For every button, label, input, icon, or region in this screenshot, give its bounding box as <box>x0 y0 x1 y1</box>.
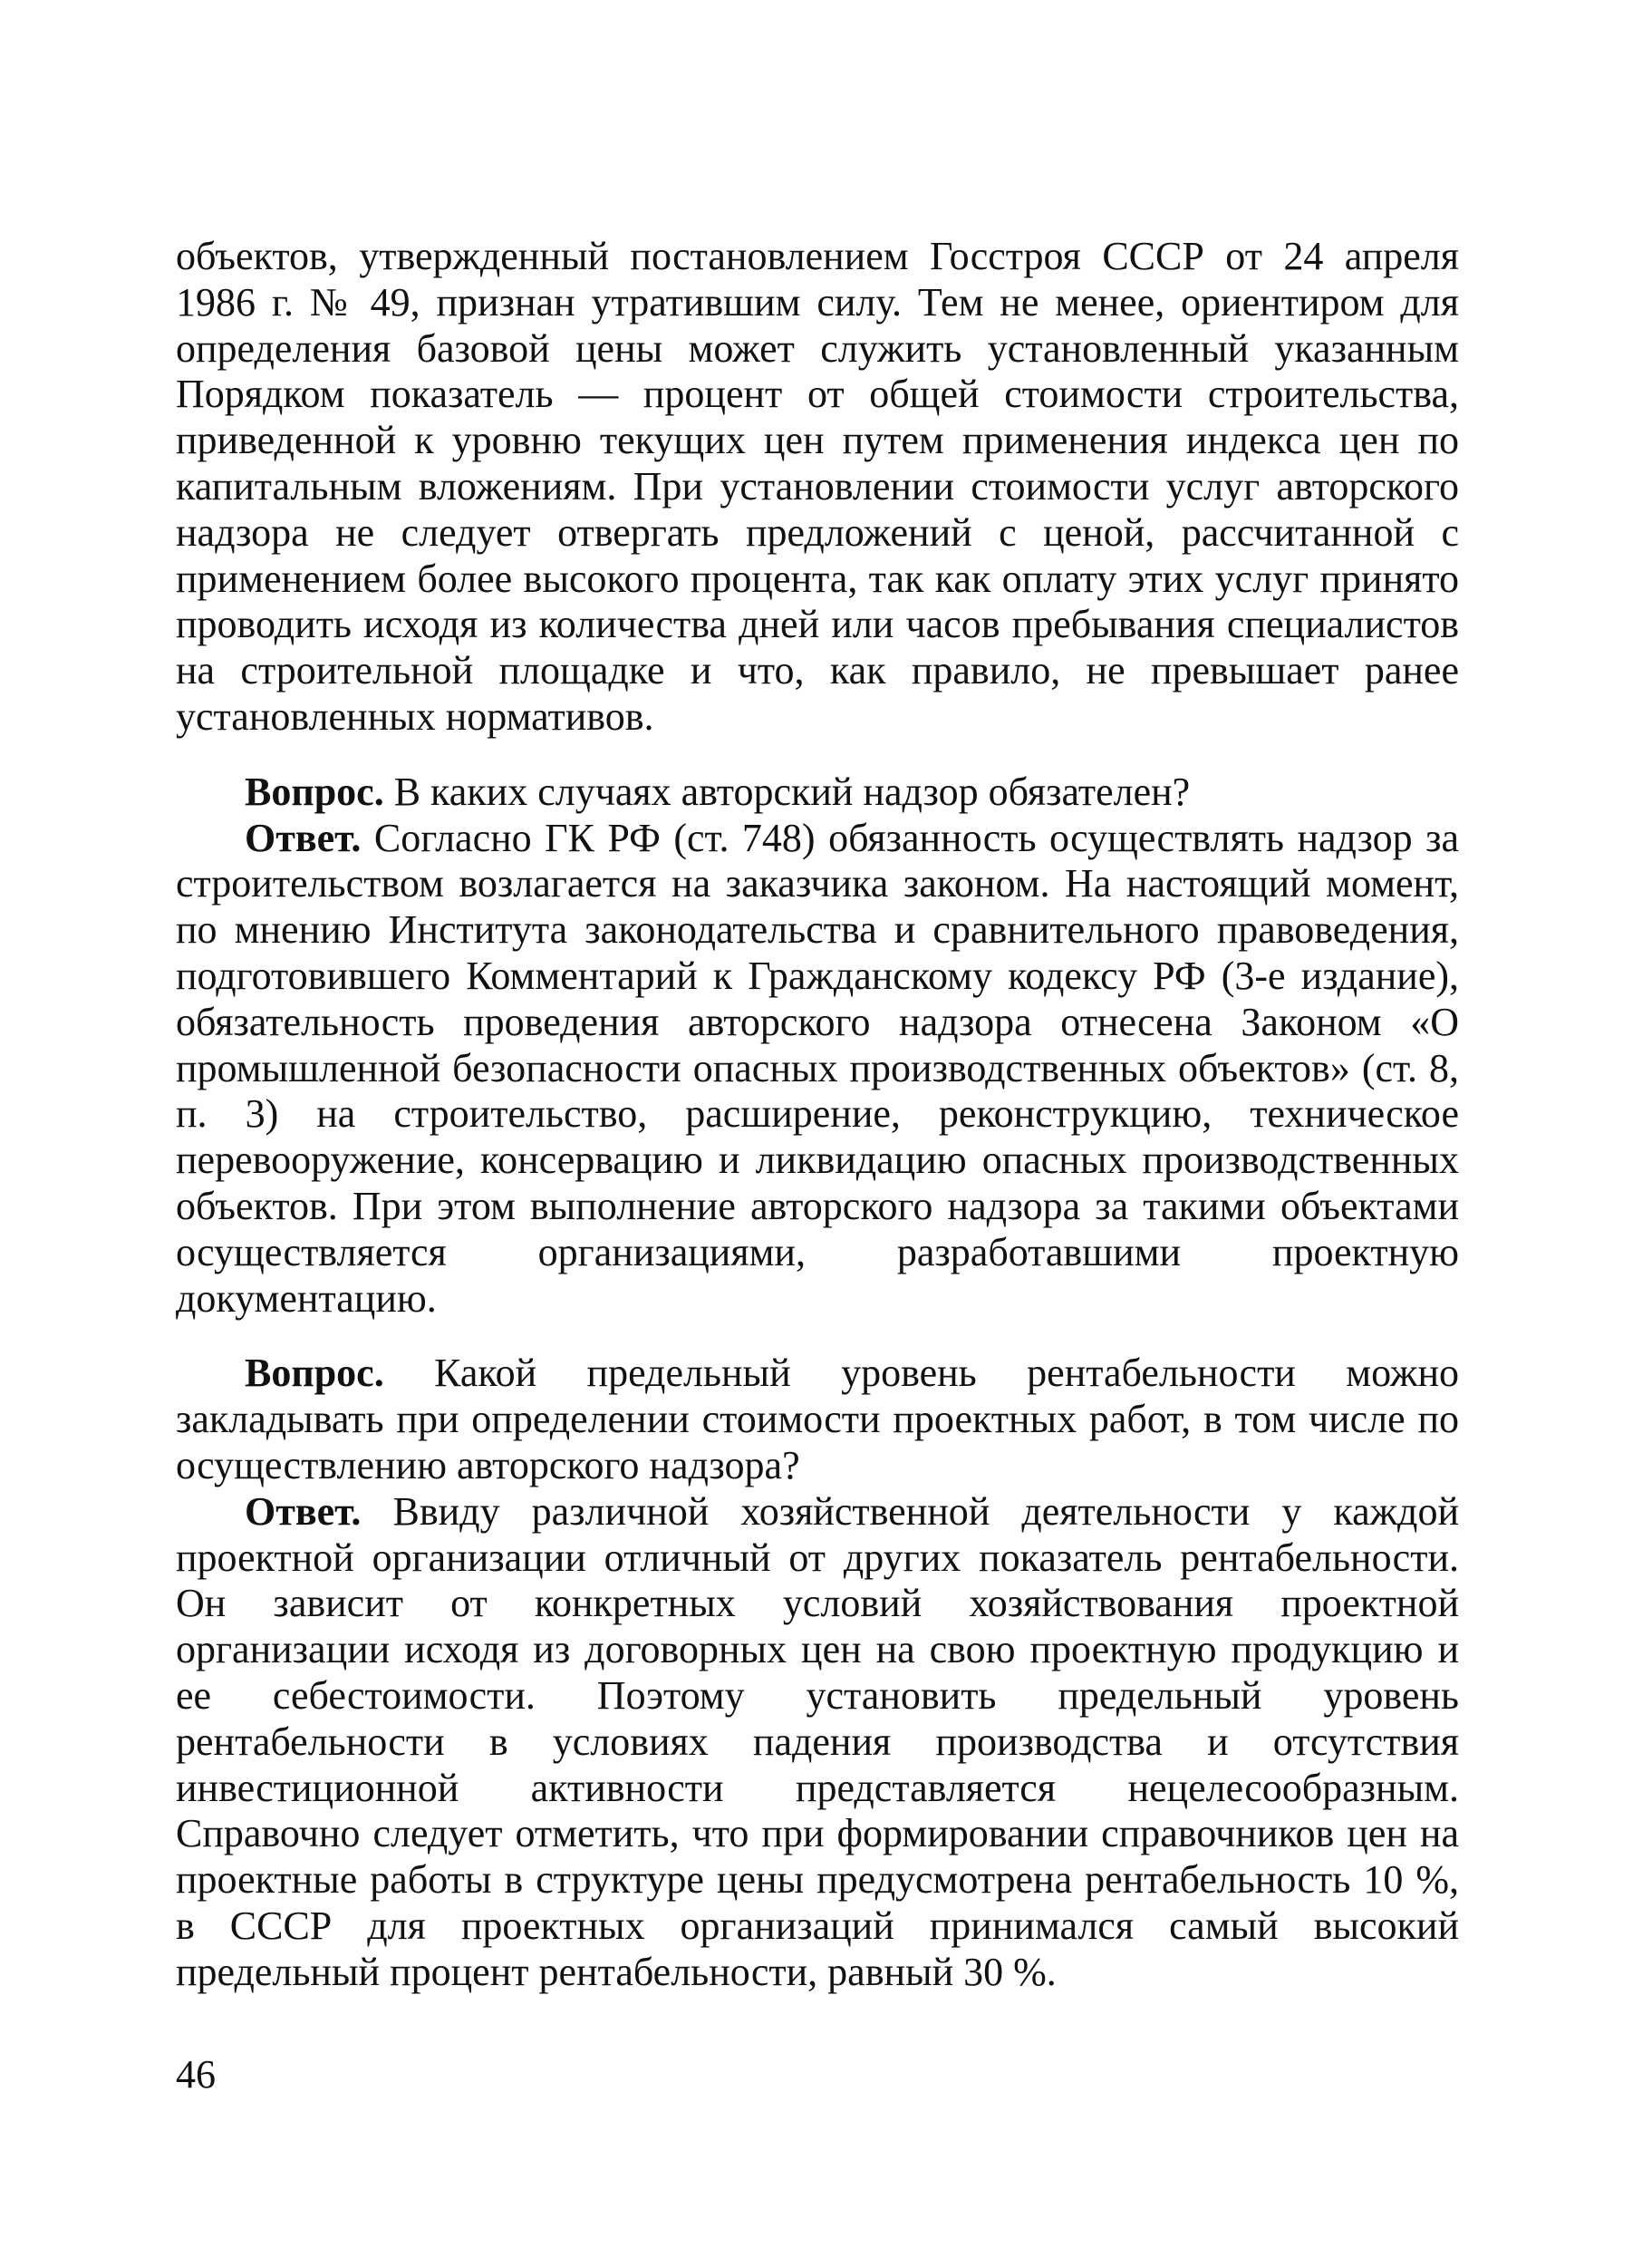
question-1-label: Вопрос. <box>245 769 384 814</box>
question-1 <box>176 770 1459 816</box>
answer-1 <box>176 816 1459 1322</box>
page-body <box>176 234 1459 1995</box>
intro-paragraph: объектов, утвержденный постановлением Госстроя СССР от 24 апреля 1986 г. № 49, признан утратившим силу. Тем не менее, ориентиром для определения базовой цены может служить установленный указанным Порядком показатель — процент от общей стоимости строительства, приведенной к уровню текущих цен путем применения индекса цен по капитальным вложениям. При установлении стоимости услуг авторского надзора не следует отвергать предложений с ценой, рассчитанной с применением более высокого процента, так как оплату этих услуг принято проводить исходя из количества дней или часов пребывания специалистов на строительной площадке и что, как правило, не превышает ранее установленных нормативов. <box>176 234 1459 739</box>
question-2-text: Какой предельный уровень рентабельности можно закладывать при определении стоимости проектных работ, в том числе по осуществлению авторского надзора? <box>176 1351 1459 1487</box>
answer-2-label: Ответ. <box>245 1488 362 1534</box>
answer-2 <box>176 1489 1459 1996</box>
answer-1-label: Ответ. <box>245 815 362 860</box>
answer-2-text: Ввиду различной хозяйственной деятельности у каждой проектной организации отличный от других показатель рентабельности. Он зависит от конкретных условий хозяйствования проектной организации исходя из договорных цен на свою проектную продукцию и ее себестоимости. Поэтому установить предельный уровень рентабельности в условиях падения производства и отсутствия инвестиционной активности представляется нецелесообразным. Справочно следует отметить, что при формировании справочников цен на проектные работы в структуре цены предусмотрена рентабельность 10 %, в СССР для проектных организаций принимался самый высокий предельный процент рентабельности, равный 30 %. <box>176 1488 1459 1994</box>
answer-1-text: Согласно ГК РФ (ст. 748) обязанность осуществлять надзор за строительством возлагается на заказчика законом. На настоящий момент, по мнению Института законодательства и сравнительного правоведения, подготовившего Комментарий к Гражданскому кодексу РФ (3-е издание), обязательность проведения авторского надзора отнесена Законом «О промышленной безопасности опасных производственных объектов» (ст. 8, п. 3) на строительство, расширение, реконструкцию, техническое перевооружение, консервацию и ликвидацию опасных производственных объектов. При этом выполнение авторского надзора за такими объектами осуществляется организациями, разработавшими проектную документацию. <box>176 815 1459 1321</box>
question-2 <box>176 1351 1459 1488</box>
section-gap <box>176 741 1459 770</box>
section-gap <box>176 1322 1459 1351</box>
question-2-label: Вопрос. <box>245 1351 384 1396</box>
page-number: 46 <box>176 2052 216 2097</box>
question-1-text: В каких случаях авторский надзор обязателен? <box>383 769 1191 814</box>
